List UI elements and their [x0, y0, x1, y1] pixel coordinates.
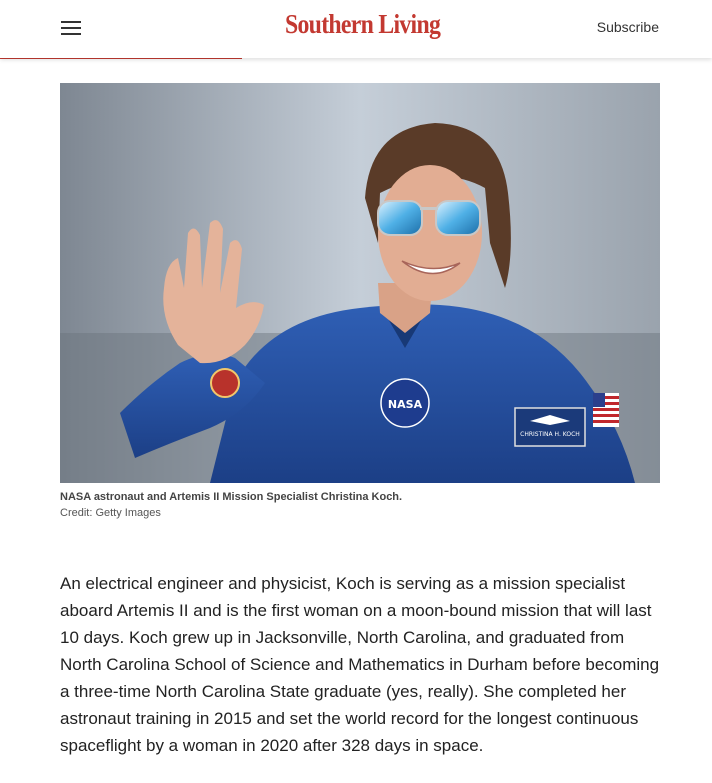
site-header [0, 0, 712, 58]
menu-line [61, 21, 81, 23]
menu-line [61, 27, 81, 29]
astronaut-photo [60, 83, 660, 483]
nasa-patch-text: NASA [387, 398, 423, 411]
article-hero-image [60, 83, 660, 483]
subscribe-link[interactable]: Subscribe [596, 19, 659, 35]
article-paragraph: An electrical engineer and physicist, Koch is serving as a mission specialist aboard Artemis II and is the first woman on a moon-bound mission that will last 10 days. Koch grew up in Jacksonville, North Carolina, and graduated from North Carolina School of Science and Mathematics in Durham before becoming a three-time North Carolina State graduate (yes, really). She completed her astronaut training in 2015 and set the world record for the longest continuous spaceflight by a woman in 2020 after 328 days in space. [60, 574, 660, 755]
site-logo[interactable]: Southern Living [285, 9, 441, 39]
hamburger-menu-icon[interactable] [61, 20, 83, 36]
menu-line [61, 33, 81, 35]
image-credit: Credit: Getty Images [60, 507, 161, 519]
image-caption: NASA astronaut and Artemis II Mission Specialist Christina Koch. [60, 491, 403, 503]
name-tag-text: CHRISTINA H. KOCH [520, 431, 580, 438]
